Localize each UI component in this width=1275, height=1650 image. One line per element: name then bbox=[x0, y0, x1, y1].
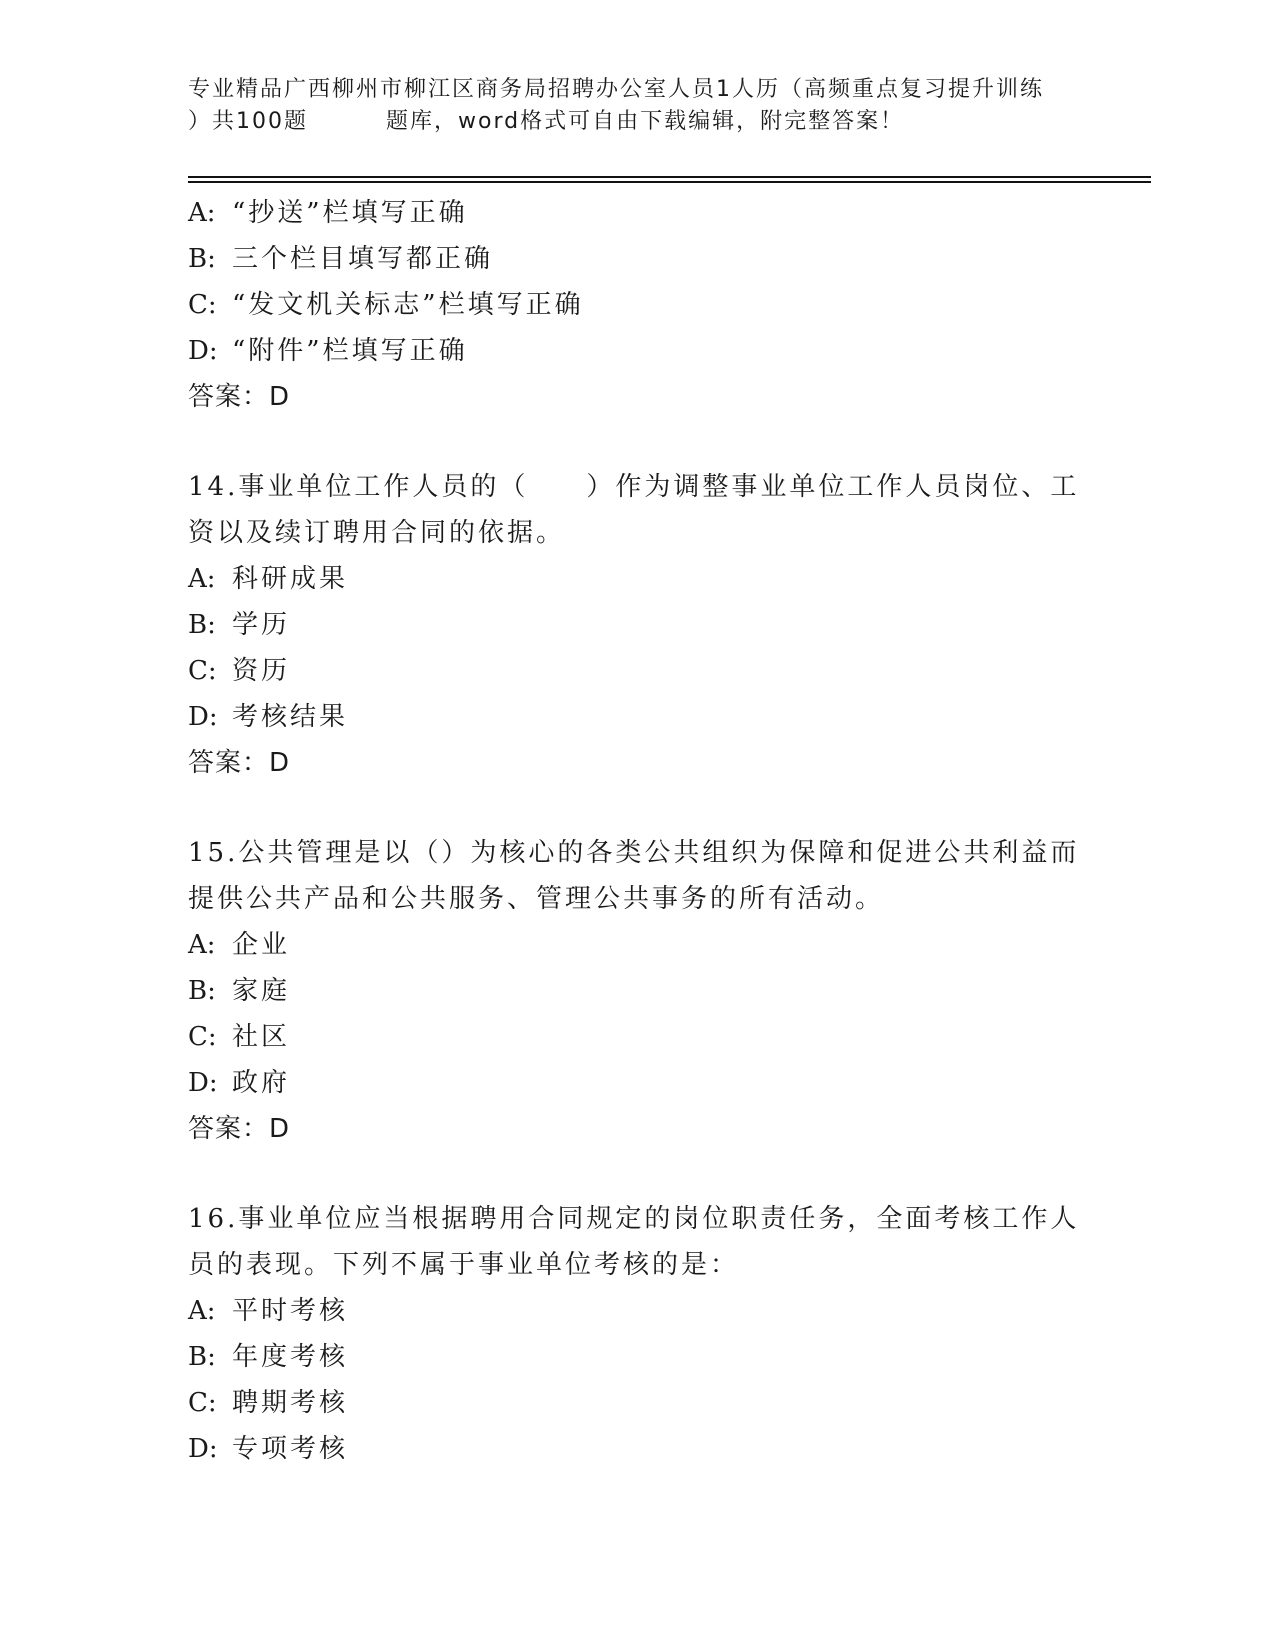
option-c bbox=[188, 1380, 1088, 1426]
option-a bbox=[188, 556, 1088, 602]
option-b bbox=[188, 968, 1088, 1014]
option-text: 平时考核 bbox=[232, 1296, 349, 1326]
option-text: 科研成果 bbox=[232, 564, 349, 594]
question-stem: 16.事业单位应当根据聘用合同规定的岗位职责任务，全面考核工作人员的表现。下列不属于事业单位考核的是： bbox=[188, 1204, 1080, 1280]
option-b bbox=[188, 1334, 1088, 1380]
question-14 bbox=[188, 464, 1088, 786]
option-text: “附件”栏填写正确 bbox=[232, 336, 468, 366]
option-text: “抄送”栏填写正确 bbox=[232, 198, 468, 228]
question-stem: 14.事业单位工作人员的（ ）作为调整事业单位工作人员岗位、工资以及续订聘用合同的依据。 bbox=[188, 472, 1080, 548]
option-label: A: bbox=[188, 930, 216, 960]
option-a bbox=[188, 1288, 1088, 1334]
option-d bbox=[188, 694, 1088, 740]
option-c bbox=[188, 282, 1088, 328]
option-text: 考核结果 bbox=[232, 702, 349, 732]
header-title-part-b: 题库，word格式可自由下载编辑，附完整答案！ bbox=[386, 109, 905, 134]
answer-line: 答案：D bbox=[188, 748, 291, 778]
option-label: B: bbox=[188, 244, 216, 274]
option-d bbox=[188, 328, 1088, 374]
option-text: “发文机关标志”栏填写正确 bbox=[232, 290, 584, 320]
option-a bbox=[188, 190, 1088, 236]
option-label: B: bbox=[188, 976, 216, 1006]
option-c bbox=[188, 1014, 1088, 1060]
option-a bbox=[188, 922, 1088, 968]
option-text: 家庭 bbox=[232, 976, 291, 1006]
header-title-line-2 bbox=[188, 106, 1088, 138]
question-13-continued bbox=[188, 190, 1088, 420]
option-text: 年度考核 bbox=[232, 1342, 349, 1372]
option-text: 资历 bbox=[232, 656, 291, 686]
option-d bbox=[188, 1060, 1088, 1106]
option-label: C: bbox=[188, 1022, 217, 1052]
option-label: C: bbox=[188, 1388, 217, 1418]
option-b bbox=[188, 236, 1088, 282]
option-b bbox=[188, 602, 1088, 648]
option-text: 社区 bbox=[232, 1022, 291, 1052]
header-divider-top bbox=[188, 176, 1151, 178]
option-text: 政府 bbox=[232, 1068, 291, 1098]
option-label: C: bbox=[188, 290, 217, 320]
header-divider-bottom bbox=[188, 181, 1151, 183]
answer-line: 答案：D bbox=[188, 382, 291, 412]
question-16 bbox=[188, 1196, 1088, 1472]
option-label: D: bbox=[188, 702, 218, 732]
option-d bbox=[188, 1426, 1088, 1472]
option-label: C: bbox=[188, 656, 217, 686]
answer-line: 答案：D bbox=[188, 1114, 291, 1144]
option-label: A: bbox=[188, 564, 216, 594]
option-text: 聘期考核 bbox=[232, 1388, 349, 1418]
option-label: A: bbox=[188, 198, 216, 228]
option-text: 学历 bbox=[232, 610, 291, 640]
question-list bbox=[188, 190, 1088, 1472]
option-text: 专项考核 bbox=[232, 1434, 349, 1464]
document-header bbox=[188, 74, 1088, 138]
option-label: D: bbox=[188, 1434, 218, 1464]
question-15 bbox=[188, 830, 1088, 1152]
option-text: 三个栏目填写都正确 bbox=[232, 244, 494, 274]
option-label: A: bbox=[188, 1296, 216, 1326]
option-text: 企业 bbox=[232, 930, 291, 960]
header-title-part-a: ）共100题 bbox=[188, 109, 308, 134]
option-label: B: bbox=[188, 1342, 216, 1372]
option-label: D: bbox=[188, 1068, 218, 1098]
header-title-line-1: 专业精品广西柳州市柳江区商务局招聘办公室人员1人历（高频重点复习提升训练 bbox=[188, 77, 1044, 102]
option-label: B: bbox=[188, 610, 216, 640]
option-label: D: bbox=[188, 336, 218, 366]
question-stem: 15.公共管理是以（）为核心的各类公共组织为保障和促进公共利益而提供公共产品和公共服务、管理公共事务的所有活动。 bbox=[188, 838, 1080, 914]
option-c bbox=[188, 648, 1088, 694]
